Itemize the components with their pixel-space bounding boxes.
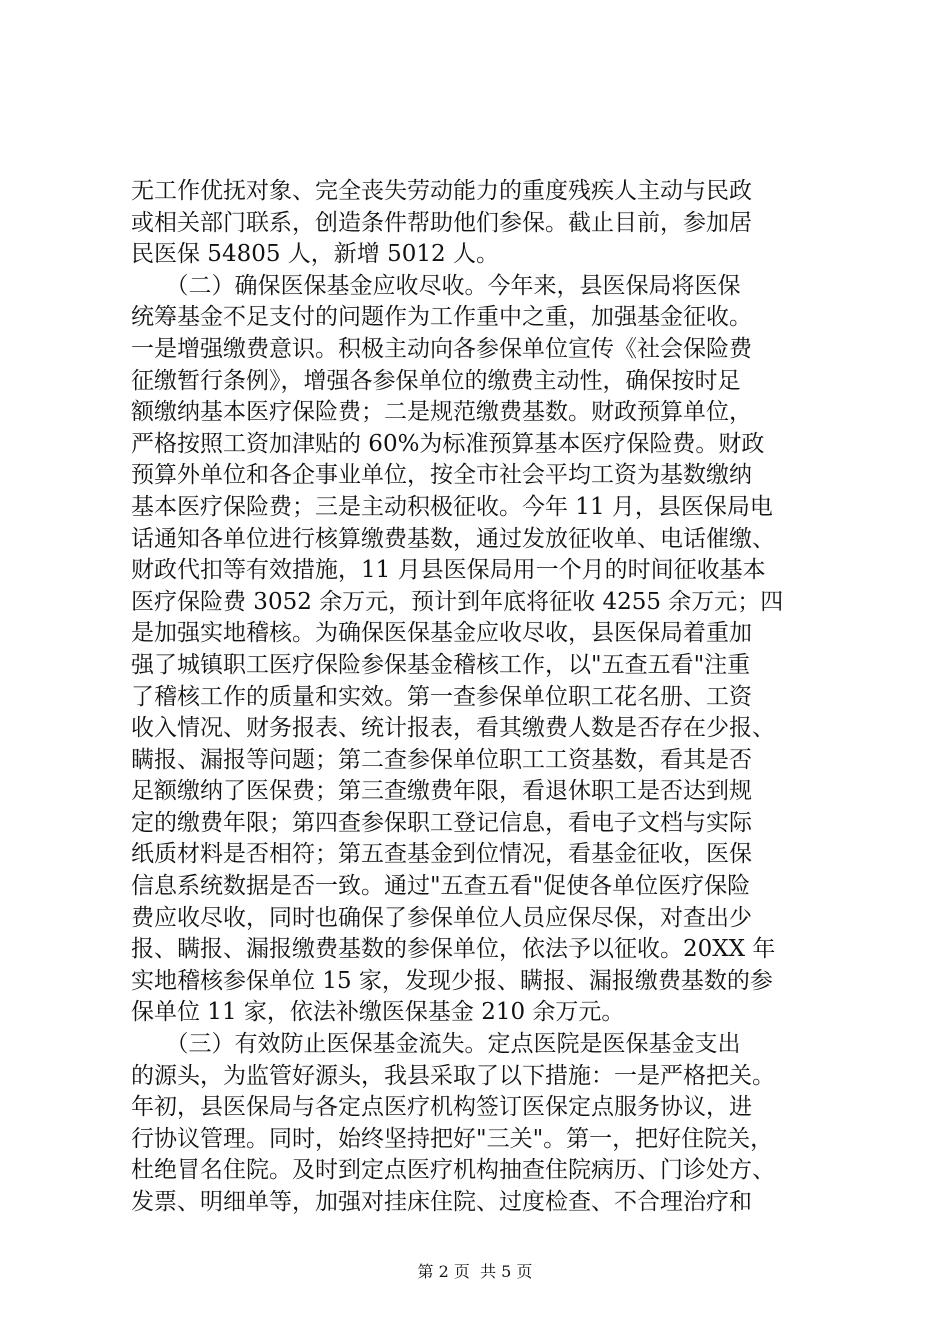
text-line: 行协议管理。同时，始终坚持把好"三关"。第一，把好住院关， — [131, 1125, 774, 1152]
text-line: 医疗保险费 3052 余万元，预计到年底将征收 4255 余万元；四 — [131, 588, 784, 615]
text-line: 严格按照工资加津贴的 60%为标准预算基本医疗保险费。财政 — [131, 430, 765, 457]
text-line: 报、瞒报、漏报缴费基数的参保单位，依法予以征收。20XX 年 — [131, 936, 776, 963]
text-line: 发票、明细单等，加强对挂床住院、过度检查、不合理治疗和 — [131, 1189, 752, 1215]
text-line: 瞒报、漏报等问题；第二查参保单位职工工资基数，看其是否 — [131, 746, 752, 773]
text-line: 的源头，为监管好源头，我县采取了以下措施：一是严格把关。 — [131, 1062, 775, 1089]
text-line: 定的缴费年限；第四查参保职工登记信息，看电子文档与实际 — [131, 809, 752, 836]
text-line: 基本医疗保险费；三是主动积极征收。今年 11 月，县医保局电 — [131, 493, 773, 520]
text-line: 了稽核工作的质量和实效。第一查参保单位职工花名册、工资 — [131, 683, 752, 710]
section-heading-line: （二）确保医保基金应收尽收。今年来，县医保局将医保 — [131, 272, 741, 299]
text-line: 统筹基金不足支付的问题作为工作重中之重，加强基金征收。 — [131, 304, 752, 331]
text-line: 或相关部门联系，创造条件帮助他们参保。截止目前，参加居 — [131, 209, 752, 236]
section-heading-line: （三）有效防止医保基金流失。定点医院是医保基金支出 — [131, 1031, 741, 1058]
text-line: 民医保 54805 人，新增 5012 人。 — [131, 241, 499, 268]
text-line: 收入情况、财务报表、统计报表，看其缴费人数是否存在少报、 — [131, 715, 775, 742]
text-line: 杜绝冒名住院。及时到定点医疗机构抽查住院病历、门诊处方、 — [131, 1157, 775, 1184]
text-line: 额缴纳基本医疗保险费；二是规范缴费基数。财政预算单位， — [131, 399, 752, 426]
text-line: 足额缴纳了医保费；第三查缴费年限，看退休职工是否达到规 — [131, 778, 752, 805]
text-line: 强了城镇职工医疗保险参保基金稽核工作，以"五查五看"注重 — [131, 651, 751, 678]
text-line: 实地稽核参保单位 15 家，发现少报、瞒报、漏报缴费基数的参 — [131, 967, 773, 994]
text-line: 财政代扣等有效措施，11 月县医保局用一个月的时间征收基本 — [131, 557, 766, 584]
text-line: 保单位 11 家，依法补缴医保基金 210 余万元。 — [131, 999, 625, 1026]
text-line: 征缴暂行条例》，增强各参保单位的缴费主动性，确保按时足 — [131, 367, 741, 394]
text-line: 信息系统数据是否一致。通过"五查五看"促使各单位医疗保险 — [131, 873, 751, 900]
text-line: 一是增强缴费意识。积极主动向各参保单位宣传《社会保险费 — [131, 335, 752, 362]
page-footer: 第 2 页 共 5 页 — [417, 1262, 533, 1281]
document-body — [131, 176, 831, 1219]
text-line: 费应收尽收，同时也确保了参保单位人员应保尽保，对查出少 — [131, 904, 752, 931]
text-line: 纸质材料是否相符；第五查基金到位情况，看基金征收，医保 — [131, 841, 752, 868]
text-line: 预算外单位和各企事业单位，按全市社会平均工资为基数缴纳 — [131, 462, 752, 489]
text-line: 是加强实地稽核。为确保医保基金应收尽收，县医保局着重加 — [131, 620, 752, 647]
text-line: 年初，县医保局与各定点医疗机构签订医保定点服务协议，进 — [131, 1094, 752, 1121]
text-line: 话通知各单位进行核算缴费基数，通过发放征收单、电话催缴、 — [131, 525, 775, 552]
text-line: 无工作优抚对象、完全丧失劳动能力的重度残疾人主动与民政 — [131, 178, 752, 204]
